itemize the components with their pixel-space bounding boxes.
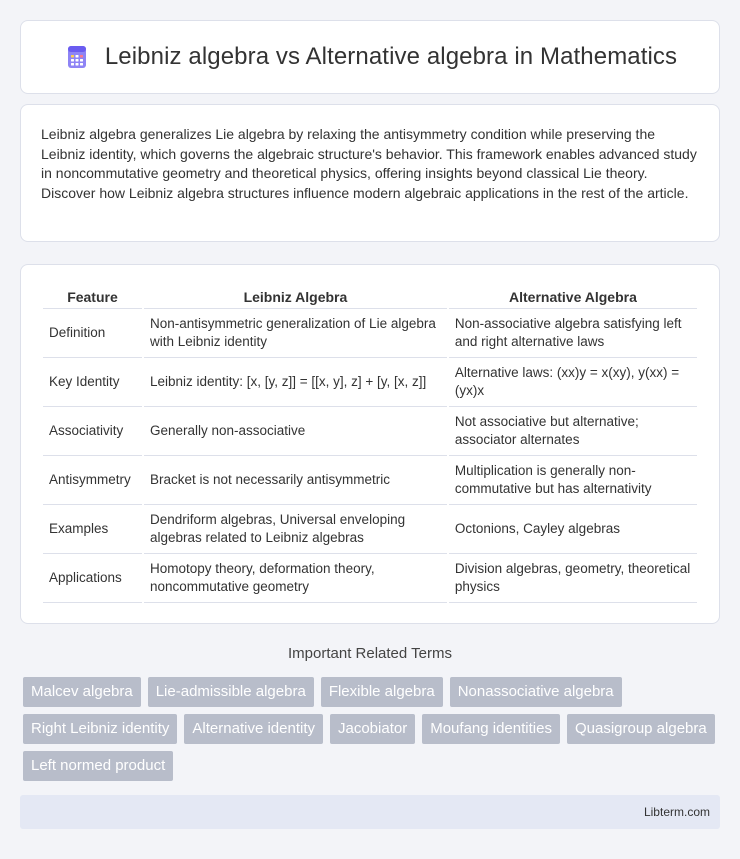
related-term-tag[interactable]: Quasigroup algebra [567,714,715,744]
feature-cell: Examples [43,505,142,554]
alternative-cell: Octonions, Cayley algebras [449,505,697,554]
page-title: Leibniz algebra vs Alternative algebra in Mathematics [104,43,678,70]
comparison-card [20,264,720,624]
leibniz-cell: Non-antisymmetric generalization of Lie algebra with Leibniz identity [144,309,447,358]
alternative-cell: Division algebras, geometry, theoretical physics [449,554,697,603]
leibniz-cell: Homotopy theory, deformation theory, noncommutative geometry [144,554,447,603]
table-row [43,407,697,456]
alternative-cell: Non-associative algebra satisfying left and right alternative laws [449,309,697,358]
leibniz-cell: Dendriform algebras, Universal enveloping algebras related to Leibniz algebras [144,505,447,554]
title-wrap [63,43,677,71]
intro-text: Leibniz algebra generalizes Lie algebra by relaxing the antisymmetry condition while preserving the Leibniz identity, which governs the algebraic structure's behavior. This framework enables advanced study in noncommutative geometry and theoretical physics, offering insights beyond classical Lie theory. Discover how Leibniz algebra structures influence modern algebraic applications in the rest of the article. [41,126,697,201]
alternative-cell: Multiplication is generally non-commutative but has alternativity [449,456,697,505]
leibniz-cell: Bracket is not necessarily antisymmetric [144,456,447,505]
header-card [20,20,720,94]
table-row [43,505,697,554]
feature-cell: Antisymmetry [43,456,142,505]
related-term-tag[interactable]: Moufang identities [422,714,560,744]
related-terms-heading: Important Related Terms [288,645,452,662]
column-header-leibniz: Leibniz Algebra [144,285,447,309]
related-term-tag[interactable]: Lie-admissible algebra [148,677,314,707]
related-term-tag[interactable]: Malcev algebra [23,677,141,707]
feature-cell: Definition [43,309,142,358]
table-row [43,358,697,407]
calculator-icon [63,43,91,71]
related-terms-list [23,677,723,781]
table-row [43,309,697,358]
column-header-alternative: Alternative Algebra [449,285,697,309]
footer [20,795,720,829]
intro-card [20,104,720,242]
table-row [43,456,697,505]
table-row [43,554,697,603]
alternative-cell: Not associative but alternative; associator alternates [449,407,697,456]
table-header-row [43,285,697,309]
feature-cell: Applications [43,554,142,603]
leibniz-cell: Leibniz identity: [x, [y, z]] = [[x, y], z] + [y, [x, z]] [144,358,447,407]
related-term-tag[interactable]: Flexible algebra [321,677,443,707]
related-term-tag[interactable]: Right Leibniz identity [23,714,177,744]
comparison-table [41,285,699,603]
related-term-tag[interactable]: Nonassociative algebra [450,677,622,707]
footer-site-link[interactable]: Libterm.com [643,805,710,819]
related-term-tag[interactable]: Jacobiator [330,714,415,744]
column-header-feature: Feature [43,285,142,309]
related-term-tag[interactable]: Left normed product [23,751,173,781]
feature-cell: Key Identity [43,358,142,407]
alternative-cell: Alternative laws: (xx)y = x(xy), y(xx) = (yx)x [449,358,697,407]
feature-cell: Associativity [43,407,142,456]
related-term-tag[interactable]: Alternative identity [184,714,323,744]
leibniz-cell: Generally non-associative [144,407,447,456]
